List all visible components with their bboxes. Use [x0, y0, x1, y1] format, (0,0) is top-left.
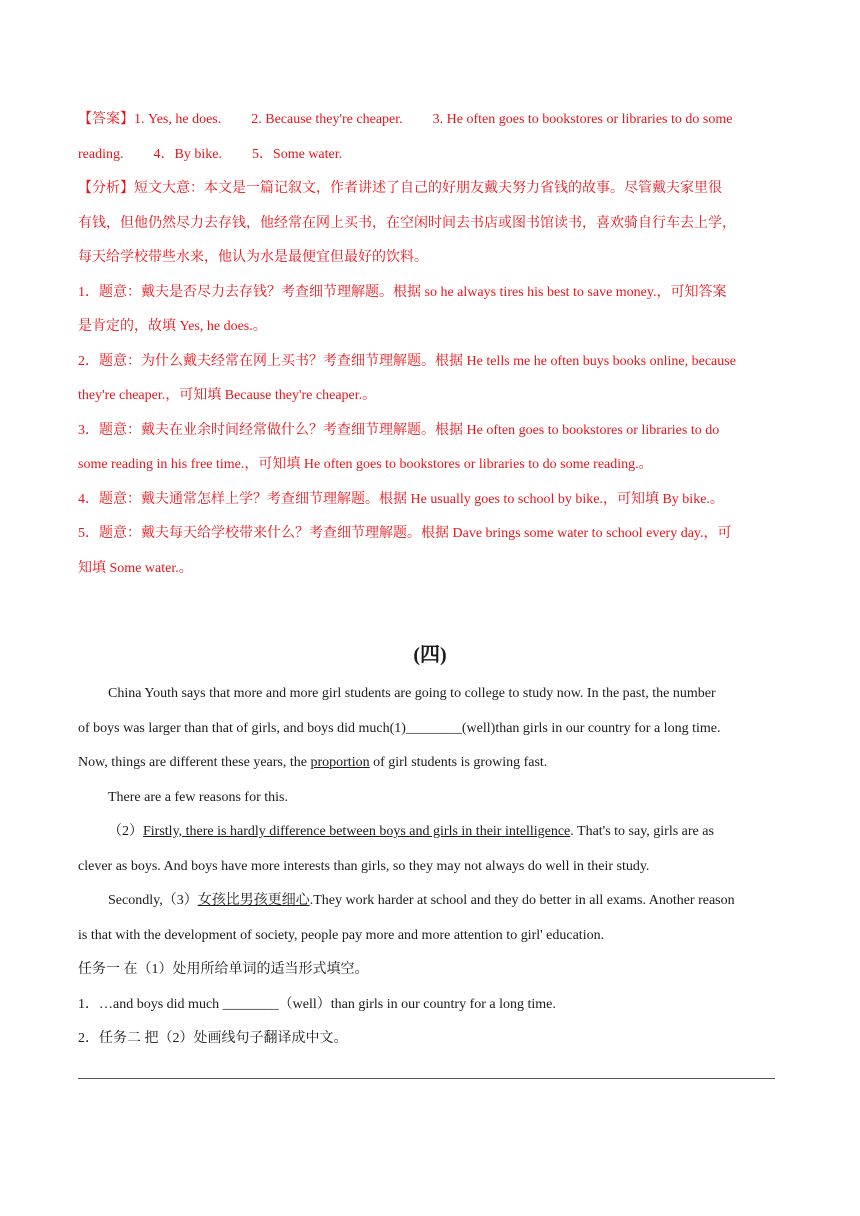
analysis-q4: 4．题意：戴夫通常怎样上学？考查细节理解题。根据 He usually goes to school by bike.，可知填 By bike.。 — [78, 492, 724, 507]
passage-p4-line1 — [108, 891, 788, 911]
passage-p4-line2: is that with the development of society, people pay more and more attention to girl' education. — [78, 928, 605, 943]
answer-3: 3. He often goes to bookstores or libraries to do some — [432, 112, 733, 127]
answer-writing-line[interactable] — [78, 1078, 775, 1079]
passage-text: of girl students is growing fast. — [369, 755, 548, 770]
underlined-sentence-2: Firstly, there is hardly difference between boys and girls in their intelligence — [143, 824, 571, 839]
passage-p3-line1 — [108, 822, 788, 842]
analysis-q3-line2: some reading in his free time.，可知填 He often goes to bookstores or libraries to do some reading.。 — [78, 457, 653, 472]
answer-4: 4．By bike. — [153, 147, 222, 162]
answer-label: 【答案】 — [78, 112, 134, 127]
passage-text: Secondly,（3） — [108, 893, 198, 908]
task1-question: 1．…and boys did much ________（well）than girls in our country for a long time. — [78, 997, 556, 1012]
passage-text: Now, things are different these years, the — [78, 755, 311, 770]
answer-2: 2. Because they're cheaper. — [251, 112, 403, 127]
analysis-q2-line2: they're cheaper.，可知填 Because they're cheaper.。 — [78, 388, 377, 403]
analysis-q5-line2: 知填 Some water.。 — [78, 561, 193, 576]
analysis-q3-line1: 3．题意：戴夫在业余时间经常做什么？考查细节理解题。根据 He often goes to bookstores or libraries to do — [78, 423, 720, 438]
passage-p1-line1: China Youth says that more and more girl students are going to college to study now. In the past, the number — [108, 686, 716, 701]
analysis-summary-text: 短文大意：本文是一篇记叙文，作者讲述了自己的好朋友戴夫努力省钱的故事。尽管戴夫家里很 — [134, 181, 722, 196]
analysis-q1-line1: 1．题意：戴夫是否尽力去存钱？考查细节理解题。根据 so he always tires his best to save money.，可知答案 — [78, 285, 727, 300]
analysis-label: 【分析】 — [78, 181, 134, 196]
passage-text: .They work harder at school and they do better in all exams. Another reason — [309, 893, 735, 908]
task2-title: 2．任务二 把（2）处画线句子翻译成中文。 — [78, 1031, 348, 1046]
analysis-q2-line1: 2．题意：为什么戴夫经常在网上买书？考查细节理解题。根据 He tells me he often buys books online, because — [78, 354, 736, 369]
blank-marker-2: （2） — [108, 824, 143, 839]
passage-text: . That's to say, girls are as — [570, 824, 714, 839]
analysis-summary-1 — [78, 179, 788, 199]
analysis-summary-2: 有钱，但他仍然尽力去存钱，他经常在网上买书，在空闲时间去书店或图书馆读书，喜欢骑自行车去上学， — [78, 216, 736, 231]
answer-1: 1. Yes, he does. — [134, 112, 222, 127]
passage-p1-line3 — [78, 753, 788, 773]
task1-title: 任务一 在（1）处用所给单词的适当形式填空。 — [78, 962, 369, 977]
answer-line-2 — [78, 145, 788, 165]
answer-5: 5．Some water. — [251, 147, 343, 162]
answer-3-cont: reading. — [78, 147, 124, 162]
answer-line — [78, 110, 788, 130]
analysis-q5-line1: 5．题意：戴夫每天给学校带来什么？考查细节理解题。根据 Dave brings some water to school every day.，可 — [78, 526, 732, 541]
analysis-q1-line2: 是肯定的，故填 Yes, he does.。 — [78, 319, 267, 334]
underlined-phrase-3: 女孩比男孩更细心 — [197, 893, 310, 908]
underlined-word-proportion: proportion — [310, 755, 370, 770]
passage-p3-line2: clever as boys. And boys have more interests than girls, so they may not always do well in their study. — [78, 859, 650, 874]
section-title: (四) — [413, 644, 447, 666]
analysis-summary-3: 每天给学校带些水来，他认为水是最便宜但最好的饮料。 — [78, 250, 428, 265]
passage-p1-line2: of boys was larger than that of girls, and boys did much(1)________(well)than girls in our country for a long time. — [78, 721, 721, 736]
passage-p2: There are a few reasons for this. — [108, 790, 288, 805]
